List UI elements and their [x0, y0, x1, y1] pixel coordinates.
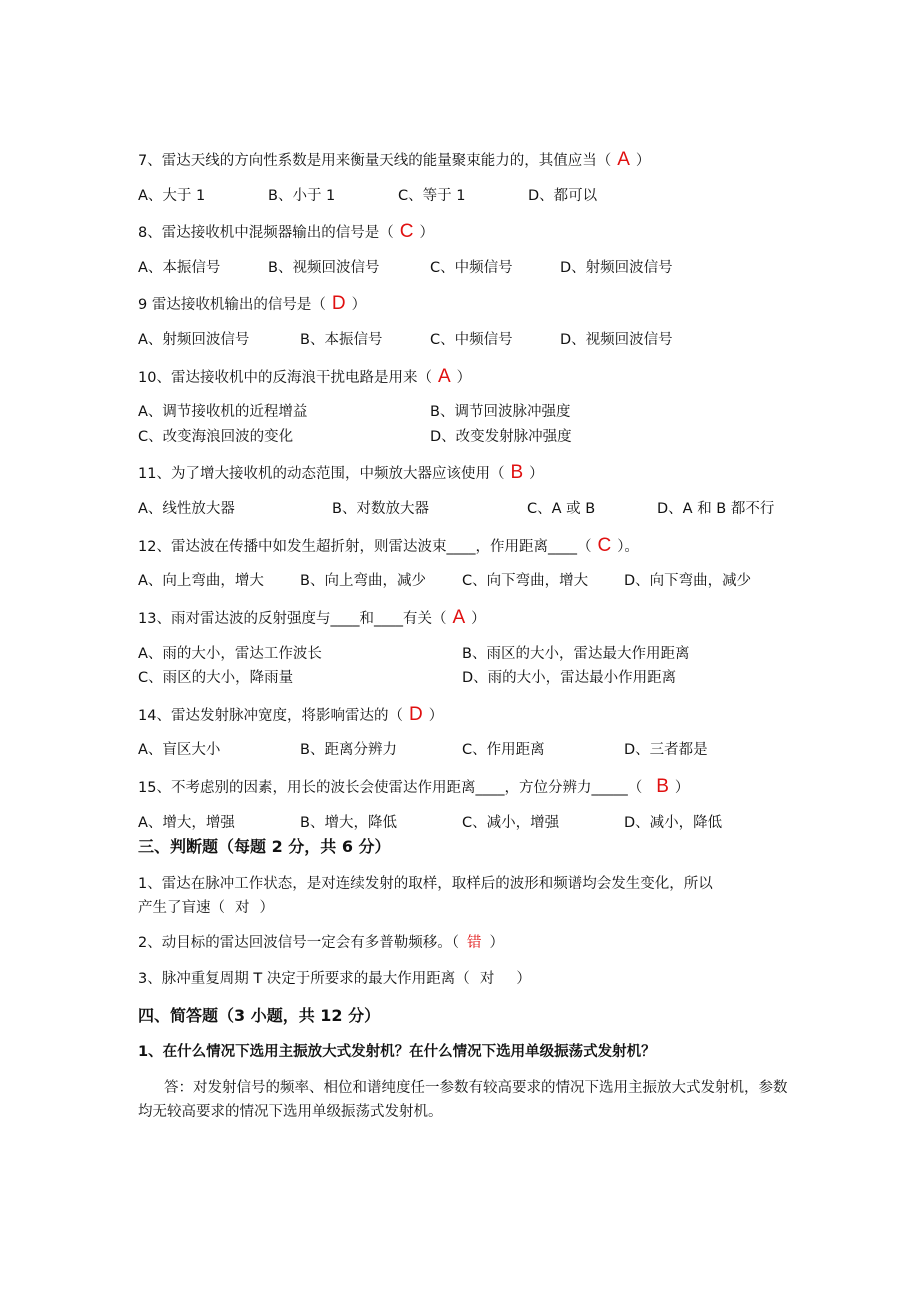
option-10c: C、改变海浪回波的变化 — [138, 429, 294, 445]
question-8: 8、雷达接收机中混频器输出的信号是（ C ） — [138, 221, 434, 242]
judge-3: 3、脉冲重复周期 T 决定于所要求的最大作用距离（ 对 ） — [138, 971, 531, 987]
question-7: 7、雷达天线的方向性系数是用来衡量天线的能量聚束能力的，其值应当（ A ） — [138, 149, 651, 170]
option-13a: A、雨的大小，雷达工作波长 — [138, 646, 322, 662]
option-9d: D、视频回波信号 — [560, 332, 673, 348]
answer-7: A — [617, 149, 630, 170]
option-10b: B、调节回波脉冲强度 — [430, 404, 571, 420]
option-13c: C、雨区的大小，降雨量 — [138, 670, 294, 686]
option-13d: D、雨的大小，雷达最小作用距离 — [462, 670, 677, 686]
judge-answer-2: 错 — [466, 935, 482, 951]
judge-2: 2、动目标的雷达回波信号一定会有多普勒频移。（ 错 ） — [138, 935, 504, 951]
question-15: 15、不考虑别的因素，用长的波长会使雷达作用距离____，方位分辨力_____（ B ） — [138, 776, 690, 797]
answer-15: B — [656, 776, 669, 797]
option-7a: A、大于 1 — [138, 188, 206, 204]
option-14a: A、盲区大小 — [138, 742, 221, 758]
option-11b: B、对数放大器 — [332, 501, 429, 517]
option-8a: A、本振信号 — [138, 260, 221, 276]
option-7b: B、小于 1 — [268, 188, 336, 204]
option-15a: A、增大，增强 — [138, 815, 235, 831]
short-answer-question-1: 1、在什么情况下选用主振放大式发射机？在什么情况下选用单级振荡式发射机？ — [138, 1044, 656, 1060]
answer-13: A — [452, 607, 466, 628]
option-12c: C、向下弯曲，增大 — [462, 573, 589, 589]
section-3-title: 三、判断题（每题 2 分，共 6 分） — [138, 837, 391, 856]
answer-11: B — [510, 462, 524, 483]
section-4-title: 四、简答题（3 小题，共 12 分） — [138, 1006, 381, 1025]
option-8d: D、射频回波信号 — [560, 260, 673, 276]
answer-9: D — [331, 293, 346, 314]
option-8c: C、中频信号 — [430, 260, 513, 276]
option-8b: B、视频回波信号 — [268, 260, 380, 276]
option-15c: C、减小，增强 — [462, 815, 560, 831]
option-11d: D、A 和 B 都不行 — [657, 501, 775, 517]
judge-1: 1、雷达在脉冲工作状态，是对连续发射的取样，取样后的波形和频谱均会发生变化，所以 产生了盲速（ 对 ） — [138, 872, 788, 920]
question-11: 11、为了增大接收机的动态范围，中频放大器应该使用（ B ） — [138, 462, 544, 483]
judge-answer-3: 对 — [479, 971, 495, 987]
option-11c: C、A 或 B — [527, 501, 596, 517]
question-12: 12、雷达波在传播中如发生超折射，则雷达波束____，作用距离____（ C ）。 — [138, 535, 639, 556]
answer-12: C — [597, 535, 612, 556]
answer-14: D — [408, 704, 423, 725]
judge-answer-1: 对 — [235, 900, 250, 916]
question-13: 13、雨对雷达波的反射强度与____和____有关（ A ） — [138, 607, 486, 628]
answer-8: C — [399, 221, 414, 242]
option-12a: A、向上弯曲，增大 — [138, 573, 264, 589]
option-10a: A、调节接收机的近程增益 — [138, 404, 308, 420]
option-9b: B、本振信号 — [300, 332, 383, 348]
option-14d: D、三者都是 — [624, 742, 708, 758]
answer-10: A — [437, 366, 451, 387]
option-9c: C、中频信号 — [430, 332, 513, 348]
option-15d: D、减小，降低 — [624, 815, 723, 831]
option-10d: D、改变发射脉冲强度 — [430, 429, 572, 445]
option-12b: B、向上弯曲，减少 — [300, 573, 426, 589]
question-14: 14、雷达发射脉冲宽度，将影响雷达的（ D ） — [138, 704, 444, 725]
question-10: 10、雷达接收机中的反海浪干扰电路是用来（ A ） — [138, 366, 472, 387]
option-15b: B、增大，降低 — [300, 815, 397, 831]
option-7d: D、都可以 — [528, 188, 598, 204]
option-11a: A、线性放大器 — [138, 501, 235, 517]
option-14c: C、作用距离 — [462, 742, 545, 758]
option-9a: A、射频回波信号 — [138, 332, 250, 348]
short-answer-1: 答：对发射信号的频率、相位和谱纯度任一参数有较高要求的情况下选用主振放大式发射机，参数均无较高要求的情况下选用单级振荡式发射机。 — [138, 1080, 788, 1120]
option-7c: C、等于 1 — [398, 188, 466, 204]
option-13b: B、雨区的大小，雷达最大作用距离 — [462, 646, 690, 662]
question-9: 9 雷达接收机输出的信号是（ D ） — [138, 293, 367, 314]
option-12d: D、向下弯曲，减少 — [624, 573, 752, 589]
option-14b: B、距离分辨力 — [300, 742, 397, 758]
